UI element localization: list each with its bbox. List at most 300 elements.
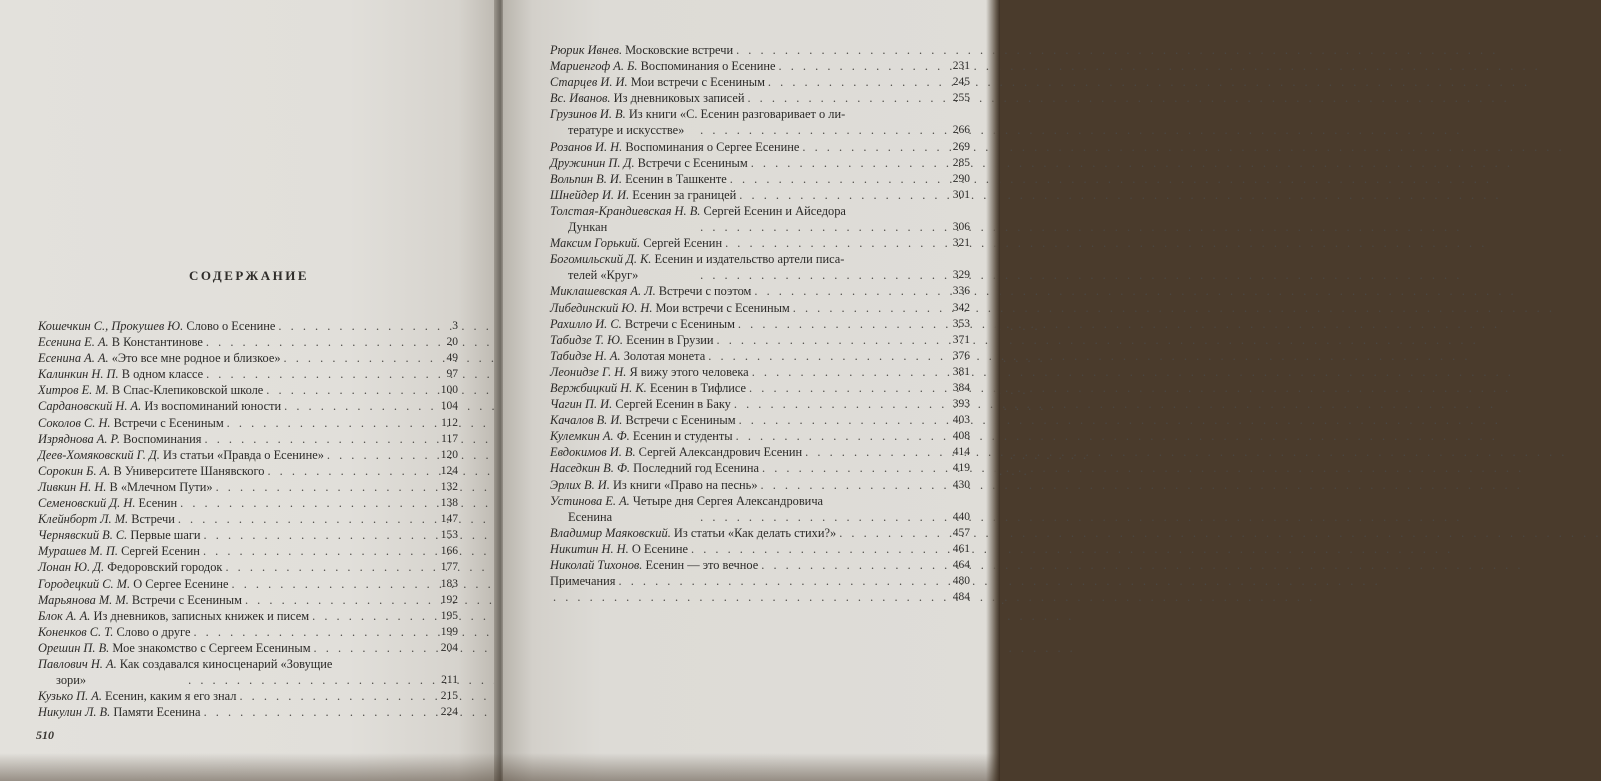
toc-entry <box>550 493 970 525</box>
toc-author: Чагин П. И. <box>550 397 613 412</box>
toc-page-number: 104 <box>440 400 458 413</box>
toc-entry-title: Из книги «Право на песнь» <box>612 477 758 492</box>
page-number: 510 <box>36 728 54 742</box>
toc-entry-title: Сергей Александрович Есенин <box>638 445 803 460</box>
leader-dots <box>312 608 433 624</box>
toc-entry <box>550 477 970 493</box>
toc-author: Мурашев М. П. <box>38 544 118 559</box>
toc-entry <box>38 640 458 656</box>
leader-dots <box>267 463 433 479</box>
toc-entry-title: Сергей Есенин в Баку <box>615 397 731 412</box>
toc-entry-text <box>38 624 190 640</box>
toc-page-number: 204 <box>440 641 458 654</box>
toc-page-number: 117 <box>441 432 458 445</box>
leader-dots <box>805 444 945 460</box>
toc-entry-title: Московские встречи <box>625 43 734 57</box>
bottom-shadow <box>0 753 1000 781</box>
toc-author: Устинова Е. А. <box>550 493 630 508</box>
toc-page-number: 329 <box>952 269 970 282</box>
toc-author: Изряднова А. Р. <box>38 431 120 446</box>
toc-author: Павлович Н. А. <box>38 656 117 671</box>
leader-dots <box>802 139 945 155</box>
toc-entry-text <box>550 283 751 299</box>
toc-continuation-line <box>550 267 970 283</box>
toc-author: Есенина А. А. <box>38 351 109 366</box>
toc-entry-title: Как создавался киносценарий «Зовущие <box>119 656 333 671</box>
toc-page-number: 440 <box>952 510 970 523</box>
toc-entry-title: Мои встречи с Есениным <box>630 75 765 90</box>
toc-entry <box>550 460 970 476</box>
leader-dots <box>779 58 945 74</box>
toc-author: Никитин Н. Н. <box>550 541 629 556</box>
toc-entry-title: Есенин в Грузии <box>626 332 714 347</box>
toc-page-number: 285 <box>952 156 970 169</box>
toc-entry-title: Слово о друге <box>116 624 191 639</box>
toc-entry-title: Из статьи «Правда о Есенине» <box>163 447 324 462</box>
toc-entry-title: Есенин и издательство артели писа- <box>654 252 845 267</box>
toc-entry <box>38 382 458 398</box>
leader-dots <box>216 479 433 495</box>
leader-dots <box>761 557 945 573</box>
toc-entry <box>38 656 458 688</box>
toc-entry <box>550 589 970 605</box>
toc-entry-title: Воспоминания о Сергее Есенине <box>625 139 800 154</box>
toc-author: Эрлих В. И. <box>550 477 610 492</box>
toc-entry <box>550 58 970 74</box>
toc-entry-text <box>38 592 242 608</box>
toc-author: Кошечкин С., Прокушев Ю. <box>38 319 184 333</box>
toc-entry <box>550 316 970 332</box>
toc-entry-title: О Сергее Есенине <box>133 576 229 591</box>
toc-entry-title: «Это все мне родное и близкое» <box>111 351 281 366</box>
toc-entry-text <box>550 187 736 203</box>
toc-page-number: 336 <box>952 285 970 298</box>
toc-page-number: 100 <box>440 384 458 397</box>
toc-author: Лонан Ю. Д. <box>38 560 105 575</box>
toc-entry <box>550 332 970 348</box>
leader-dots <box>180 495 433 511</box>
toc-entry-text <box>38 559 222 575</box>
toc-author: Вс. Иванов. <box>550 91 611 106</box>
toc-entry <box>550 428 970 444</box>
toc-page-number: 414 <box>952 446 970 459</box>
toc-entry <box>38 527 458 543</box>
leader-dots <box>327 447 433 463</box>
toc-entry <box>38 431 458 447</box>
toc-page-number: 266 <box>952 124 970 137</box>
leader-dots <box>232 576 433 592</box>
leader-dots <box>204 704 433 720</box>
toc-heading: СОДЕРЖАНИЕ <box>188 268 310 283</box>
left-page <box>0 0 498 781</box>
toc-author: Либединский Ю. Н. <box>550 300 653 315</box>
toc-entry-text <box>550 573 616 589</box>
toc-entry <box>38 511 458 527</box>
leader-dots <box>751 155 945 171</box>
toc-entry <box>38 318 458 334</box>
toc-entry-text <box>550 557 758 573</box>
toc-entry <box>38 463 458 479</box>
toc-page-number: 342 <box>952 301 970 314</box>
toc-entry-title: Сергей Есенин и Айседора <box>703 203 846 218</box>
toc-entry <box>550 525 970 541</box>
toc-entry-title: Воспоминания <box>123 431 202 446</box>
toc-entry-title: Памяти Есенина <box>113 705 201 720</box>
toc-entry-title: Есенин за границей <box>632 187 737 202</box>
toc-author: Табидзе Т. Ю. <box>550 332 623 347</box>
toc-entry-title: Сергей Есенин <box>643 236 723 251</box>
toc-entry <box>38 704 458 720</box>
toc-entry-title: Я вижу этого человека <box>629 364 749 379</box>
leader-dots <box>700 219 945 235</box>
toc-continuation-line <box>550 509 970 525</box>
toc-entry-text <box>550 493 970 509</box>
toc-page-number: 306 <box>952 221 970 234</box>
leader-dots <box>747 90 945 106</box>
leader-dots <box>749 380 945 396</box>
toc-entry-title: Из дневниковых записей <box>613 91 745 106</box>
toc-entry <box>550 380 970 396</box>
toc-entry <box>38 543 458 559</box>
leader-dots <box>725 235 945 251</box>
toc-entry-title: Встречи с Есениным <box>625 413 736 428</box>
toc-page-number: 20 <box>446 336 458 349</box>
toc-page-number: 353 <box>952 317 970 330</box>
toc-author: Богомильский Д. К. <box>550 252 652 267</box>
toc-page-number: 419 <box>952 462 970 475</box>
toc-entry-text <box>38 447 324 463</box>
leader-dots <box>700 509 945 525</box>
toc-entry <box>550 541 970 557</box>
toc-author: Миклашевская А. Л. <box>550 284 656 299</box>
toc-entry <box>38 334 458 350</box>
toc-entry <box>38 366 458 382</box>
toc-author: Соколов С. Н. <box>38 415 111 430</box>
toc-entry-title: Есенин в Тифлисе <box>649 380 747 395</box>
toc-author: Городецкий С. М. <box>38 576 131 591</box>
toc-entry-title: Первые шаги <box>130 528 201 543</box>
toc-entry-title: Встречи с Есениным <box>624 316 735 331</box>
toc-author: Качалов В. И. <box>550 413 623 428</box>
leader-dots <box>314 640 433 656</box>
toc-entry-title: Из воспоминаний юности <box>144 399 282 414</box>
toc-entry-text <box>550 106 970 122</box>
toc-entry-text <box>550 58 776 74</box>
toc-entry-text <box>550 460 759 476</box>
toc-page-number: 97 <box>446 368 458 381</box>
toc-entry-text <box>550 332 714 348</box>
toc-entry-text <box>550 380 746 396</box>
toc-page-number: 153 <box>440 529 458 542</box>
leader-dots <box>227 415 433 431</box>
toc-entry <box>38 495 458 511</box>
toc-entry <box>550 187 970 203</box>
toc-entry-continuation: Дункан <box>568 220 608 235</box>
leader-dots <box>619 573 946 589</box>
toc-page-number: 269 <box>952 140 970 153</box>
toc-author: Леонидзе Г. Н. <box>550 364 627 379</box>
toc-entry-text <box>38 704 201 720</box>
toc-entry <box>550 235 970 251</box>
toc-author: Клейнборт Л. М. <box>38 512 129 527</box>
toc-continuation-line <box>38 672 458 688</box>
toc-entry <box>38 688 458 704</box>
toc-entry-text <box>38 640 311 656</box>
toc-page-number: 480 <box>952 575 970 588</box>
toc-entry-text <box>38 382 263 398</box>
toc-page-number: 384 <box>952 381 970 394</box>
leader-dots <box>752 364 945 380</box>
toc-entry-title: Из книги «С. Есенин разговаривает о ли- <box>628 107 846 122</box>
leader-dots <box>205 431 434 447</box>
toc-entry <box>38 608 458 624</box>
toc-author: Вольпин В. И. <box>550 171 622 186</box>
toc-entry <box>550 364 970 380</box>
toc-page-number: 112 <box>441 416 458 429</box>
leader-dots <box>768 74 945 90</box>
toc-page-number: 376 <box>952 349 970 362</box>
toc-page-number: 245 <box>952 76 970 89</box>
leader-dots <box>730 171 945 187</box>
leader-dots <box>203 543 433 559</box>
toc-entry-title: Четыре дня Сергея Александровича <box>632 493 824 508</box>
toc-entry-text <box>550 203 970 219</box>
toc-author: Табидзе Н. А. <box>550 348 621 363</box>
toc-entry-title: Последний год Есенина <box>633 461 760 476</box>
toc-page-number: 3 <box>452 320 458 332</box>
toc-page-number: 215 <box>440 690 458 703</box>
leader-dots <box>206 334 433 350</box>
toc-entry-text <box>550 171 727 187</box>
leader-dots <box>225 559 433 575</box>
toc-page-number: 461 <box>952 542 970 555</box>
toc-entry <box>38 479 458 495</box>
toc-author: Калинкин Н. П. <box>38 367 119 382</box>
toc-entry-text <box>38 398 281 414</box>
leader-dots <box>278 318 433 334</box>
toc-entry-text <box>38 350 281 366</box>
toc-page-number: 120 <box>440 448 458 461</box>
toc-entry <box>38 398 458 414</box>
toc-entry-title: Сергей Есенин <box>121 544 200 559</box>
toc-entry-text <box>38 463 264 479</box>
toc-entry <box>550 106 970 138</box>
page-edge-shadow <box>986 0 1000 781</box>
toc-author: Толстая-Крандиевская Н. В. <box>550 203 701 218</box>
leader-dots <box>839 525 945 541</box>
toc-entry <box>550 557 970 573</box>
toc-page-number: 393 <box>952 398 970 411</box>
toc-author: Грузинов И. В. <box>550 107 626 122</box>
toc-entry-text <box>550 428 733 444</box>
leader-dots <box>739 187 945 203</box>
leader-dots <box>736 42 945 58</box>
leader-dots <box>739 412 945 428</box>
leader-dots <box>700 267 945 283</box>
toc-entry-title: Золотая монета <box>623 348 706 363</box>
toc-author: Кузько П. А. <box>38 689 102 704</box>
toc-entry <box>550 348 970 364</box>
toc-author: Дружинин П. Д. <box>550 155 635 170</box>
toc-entry-title: Федоровский городок <box>107 560 223 575</box>
toc-entry-continuation: тературе и искусстве» <box>568 123 685 138</box>
toc-continuation-line <box>550 219 970 235</box>
toc-page-number: 195 <box>440 609 458 622</box>
toc-author: Рахилло И. С. <box>550 316 622 331</box>
toc-list-right <box>550 42 970 605</box>
toc-entry-text <box>550 251 970 267</box>
toc-entry-title: Воспоминания о Есенине <box>640 59 776 74</box>
toc-page-number: 192 <box>440 593 458 606</box>
leader-dots <box>193 624 433 640</box>
toc-author: Мариенгоф А. Б. <box>550 59 638 74</box>
toc-entry-text <box>550 300 790 316</box>
toc-entry <box>550 573 970 589</box>
toc-entry-text <box>550 90 744 106</box>
toc-entry <box>38 624 458 640</box>
toc-entry-text <box>550 477 758 493</box>
leader-dots <box>284 398 433 414</box>
toc-entry <box>550 74 970 90</box>
toc-entry-title: Есенин в Ташкенте <box>625 171 727 186</box>
toc-entry-text <box>38 366 203 382</box>
toc-page-number: 138 <box>440 497 458 510</box>
toc-entry <box>38 415 458 431</box>
leader-dots <box>284 350 433 366</box>
toc-entry-title: В «Млечном Пути» <box>109 479 213 494</box>
toc-page-number: 124 <box>440 464 458 477</box>
toc-author: Шнейдер И. И. <box>550 187 630 202</box>
leader-dots <box>793 300 945 316</box>
toc-page-number: 408 <box>952 430 970 443</box>
toc-author: Блок А. А. <box>38 608 91 623</box>
leader-dots <box>204 527 433 543</box>
toc-entry <box>550 171 970 187</box>
toc-author: Ливкин Н. Н. <box>38 479 107 494</box>
toc-entry-title: Есенин и студенты <box>632 429 733 444</box>
toc-author: Владимир Маяковский. <box>550 525 671 540</box>
toc-entry-title: Встречи с Есениным <box>637 155 748 170</box>
toc-entry-text <box>38 334 203 350</box>
toc-page-number: 290 <box>952 172 970 185</box>
leader-dots <box>734 396 945 412</box>
toc-page-number: 49 <box>446 352 458 365</box>
toc-author: Максим Горький. <box>550 236 641 251</box>
toc-entry-title: Есенин, каким я его знал <box>105 689 237 704</box>
toc-author: Никулин Л. В. <box>38 705 111 720</box>
toc-entry-text <box>38 511 175 527</box>
toc-entry-text <box>550 348 705 364</box>
toc-author: Орешин П. В. <box>38 640 110 655</box>
leader-dots <box>762 460 945 476</box>
leader-dots <box>738 316 945 332</box>
toc-entry-title: Есенин <box>138 496 178 511</box>
toc-entry-title: Мои встречи с Есениным <box>655 300 790 315</box>
toc-page-number: 231 <box>952 60 970 73</box>
toc-entry <box>550 444 970 460</box>
toc-author: Семеновский Д. Н. <box>38 496 136 511</box>
toc-entry <box>550 300 970 316</box>
toc-author: Старцев И. И. <box>550 75 628 90</box>
toc-entry-text <box>550 444 802 460</box>
toc-entry <box>550 283 970 299</box>
toc-entry-text <box>550 235 722 251</box>
toc-author: Есенина Е. А. <box>38 335 109 350</box>
leader-dots <box>761 477 945 493</box>
toc-entry-text <box>38 527 201 543</box>
toc-entry-title: Из статьи «Как делать стихи?» <box>673 525 837 540</box>
toc-entry-title: В Спас-Клепиковской школе <box>111 383 264 398</box>
toc-entry <box>550 203 970 235</box>
leader-dots <box>717 332 945 348</box>
toc-entry-title: Есенин — это вечное <box>645 558 759 572</box>
toc-entry-text <box>550 42 733 58</box>
leader-dots <box>736 428 945 444</box>
leader-dots <box>178 511 433 527</box>
toc-entry-title: Встречи с Есениным <box>131 592 242 607</box>
toc-entry <box>550 251 970 283</box>
toc-page-number: 301 <box>952 188 970 201</box>
toc-continuation-line <box>550 122 970 138</box>
toc-entry-text <box>38 318 275 334</box>
toc-entry-title: В Константинове <box>111 335 203 350</box>
toc-author: Кулемкин А. Ф. <box>550 429 630 444</box>
toc-entry-text <box>550 396 731 412</box>
toc-page-number: 464 <box>952 559 970 571</box>
toc-entry-text <box>550 541 688 557</box>
toc-entry-text <box>38 431 202 447</box>
leader-dots <box>553 589 945 605</box>
toc-entry-title: Из дневников, записных книжек и писем <box>93 608 310 623</box>
toc-page-number: 255 <box>952 92 970 105</box>
toc-entry-title: Мое знакомство с Сергеем Есениным <box>112 640 311 655</box>
toc-author: Сорокин Б. А. <box>38 463 111 478</box>
toc-entry <box>550 139 970 155</box>
toc-entry-title: Слово о Есенине <box>186 319 276 333</box>
toc-page-number: 403 <box>952 414 970 427</box>
toc-author: Чернявский В. С. <box>38 528 128 543</box>
toc-entry <box>38 350 458 366</box>
toc-page-number: 381 <box>952 365 970 378</box>
toc-entry-text <box>38 608 309 624</box>
toc-page-number: 457 <box>952 526 970 539</box>
toc-author: Евдокимов И. В. <box>550 445 636 460</box>
toc-entry <box>550 412 970 428</box>
toc-entry-text <box>38 688 236 704</box>
toc-entry <box>38 592 458 608</box>
toc-page-number: 132 <box>440 480 458 493</box>
toc-entry-text <box>38 656 458 672</box>
toc-entry-text <box>38 543 200 559</box>
toc-page-number: 177 <box>440 561 458 574</box>
leader-dots <box>188 672 433 688</box>
toc-entry-text <box>550 364 749 380</box>
toc-page-number: 321 <box>952 237 970 250</box>
toc-author: Коненков С. Т. <box>38 624 114 639</box>
toc-page-number: 371 <box>952 333 970 346</box>
toc-entry-title: Встречи <box>131 512 175 527</box>
leader-dots <box>754 283 945 299</box>
toc-page-number: 224 <box>440 706 458 719</box>
toc-entry-text <box>550 155 748 171</box>
toc-author: Деев-Хомяковский Г. Д. <box>38 447 160 462</box>
toc-entry <box>38 576 458 592</box>
toc-entry-title: В одном классе <box>121 367 204 382</box>
toc-page-number: 430 <box>952 478 970 491</box>
toc-entry <box>550 42 970 58</box>
toc-entry-text <box>550 525 836 541</box>
toc-entry <box>38 447 458 463</box>
